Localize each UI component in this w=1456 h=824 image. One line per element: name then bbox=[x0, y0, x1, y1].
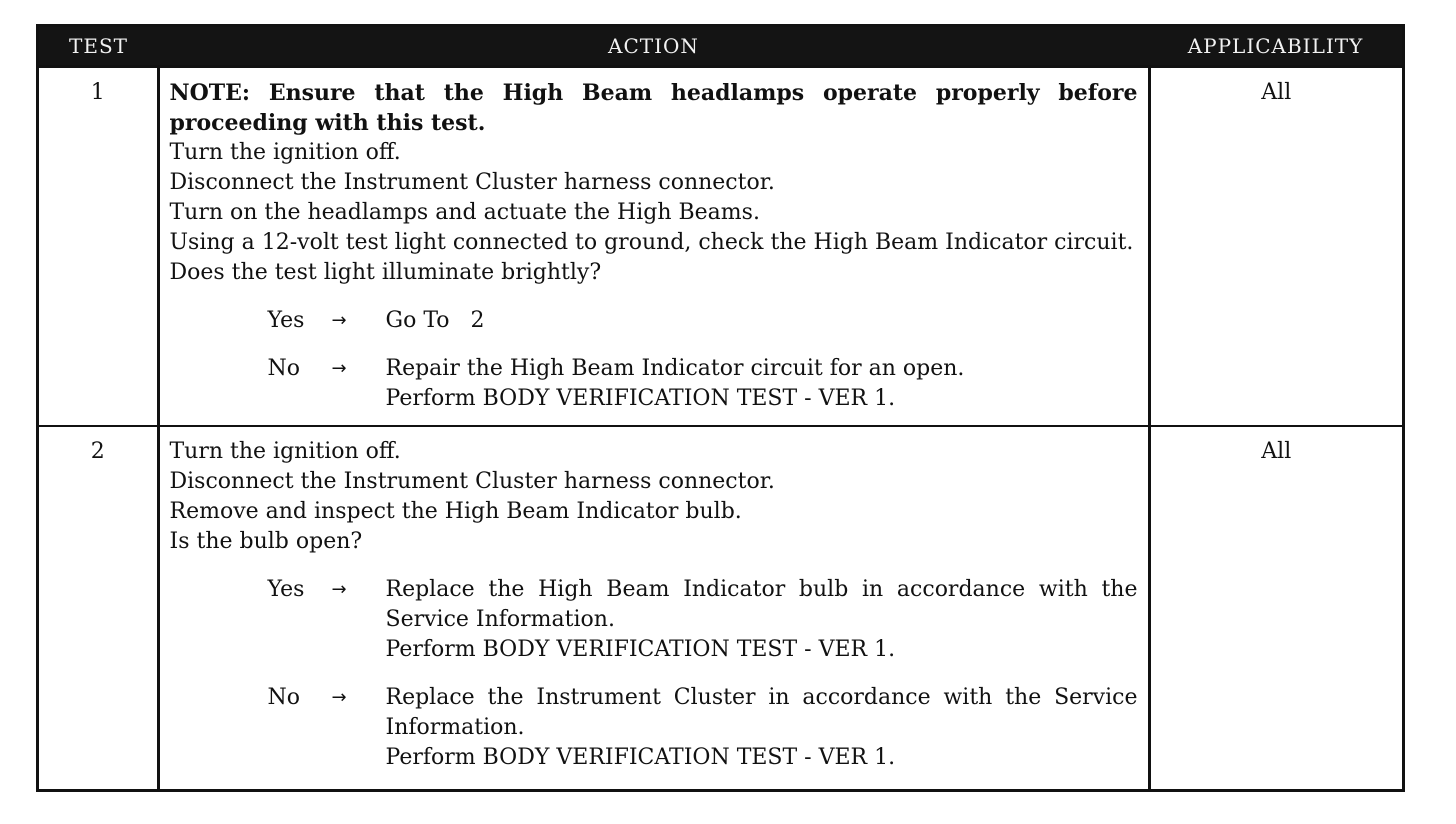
result-extra: Perform BODY VERIFICATION TEST - VER 1. bbox=[385, 386, 896, 411]
test-number: 1 bbox=[39, 67, 158, 426]
header-test: TEST bbox=[39, 27, 158, 67]
outcome-no bbox=[170, 683, 1138, 773]
diagnostic-test-table bbox=[36, 24, 1405, 792]
step-text: Remove and inspect the High Beam Indicator bulb. bbox=[169, 498, 742, 524]
step-text: Disconnect the Instrument Cluster harness connector. bbox=[169, 170, 775, 195]
header-action: ACTION bbox=[158, 27, 1149, 67]
result-extra: Perform BODY VERIFICATION TEST - VER 1. bbox=[385, 744, 896, 770]
arrow-icon: → bbox=[331, 686, 347, 708]
outcome-result bbox=[386, 683, 1138, 773]
result-main: Go To 2 bbox=[385, 308, 485, 333]
step-text: Disconnect the Instrument Cluster harness connector. bbox=[169, 468, 775, 494]
step-text: Turn the ignition off. bbox=[169, 438, 401, 464]
answer-label: Yes bbox=[267, 576, 305, 602]
outcome-result bbox=[386, 575, 1138, 665]
step-text: Turn on the headlamps and actuate the High Beams. bbox=[169, 200, 760, 225]
table-row bbox=[39, 67, 1402, 426]
outcome-yes bbox=[170, 575, 1138, 665]
table-body bbox=[39, 67, 1402, 790]
note-text: NOTE: Ensure that the High Beam headlamps operate properly before proceeding with this test. bbox=[169, 80, 1138, 136]
answer-label: No bbox=[267, 684, 300, 710]
result-main: Replace the High Beam Indicator bulb in accordance with the Service Information. bbox=[385, 576, 1138, 632]
arrow-icon: → bbox=[331, 358, 347, 379]
answer-label: No bbox=[267, 356, 300, 381]
applicability-value: All bbox=[1149, 67, 1402, 426]
outcome-result bbox=[386, 306, 1138, 336]
step-text: Using a 12-volt test light connected to ground, check the High Beam Indicator circuit. bbox=[169, 230, 1134, 255]
outcome-no bbox=[170, 354, 1138, 414]
question-text: Is the bulb open? bbox=[169, 528, 363, 554]
result-extra: Perform BODY VERIFICATION TEST - VER 1. bbox=[385, 636, 896, 662]
action-cell bbox=[158, 426, 1149, 789]
table-row bbox=[39, 426, 1402, 789]
header-row bbox=[39, 27, 1402, 67]
test-number: 2 bbox=[39, 426, 158, 789]
arrow-icon: → bbox=[331, 310, 347, 331]
answer-label: Yes bbox=[267, 308, 305, 333]
arrow-icon: → bbox=[331, 578, 347, 600]
header-applicability: APPLICABILITY bbox=[1149, 27, 1402, 67]
question-text: Does the test light illuminate brightly? bbox=[169, 260, 602, 285]
action-cell bbox=[158, 67, 1149, 426]
table-header bbox=[39, 27, 1402, 67]
outcome-yes bbox=[170, 306, 1138, 336]
applicability-value: All bbox=[1261, 438, 1292, 464]
test-table bbox=[39, 27, 1402, 789]
outcome-result bbox=[386, 354, 1138, 414]
result-main: Repair the High Beam Indicator circuit for an open. bbox=[385, 356, 965, 381]
result-main: Replace the Instrument Cluster in accordance with the Service Information. bbox=[385, 684, 1138, 740]
step-text: Turn the ignition off. bbox=[169, 140, 401, 165]
